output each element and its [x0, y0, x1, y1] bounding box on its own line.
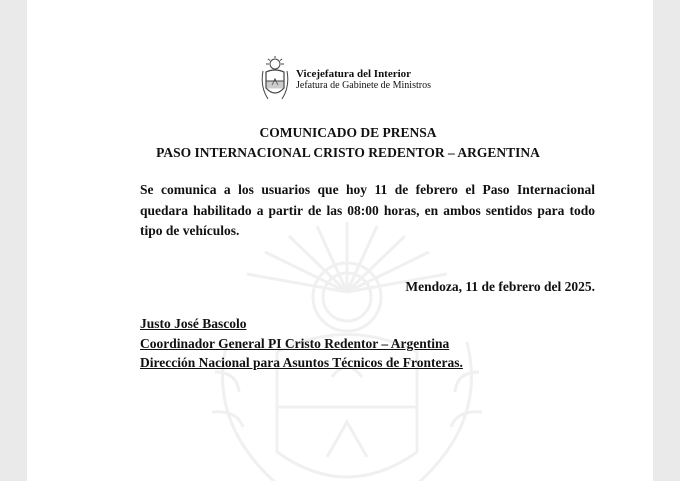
document-page	[27, 0, 653, 481]
coat-of-arms-icon	[260, 55, 290, 105]
letterhead-title: Vicejefatura del Interior	[296, 68, 412, 80]
signer-department: Dirección Nacional para Asuntos Técnicos de Fronteras.	[140, 355, 463, 370]
letterhead-subtitle: Jefatura de Gabinete de Ministros	[296, 80, 431, 91]
date-line: Mendoza, 11 de febrero del 2025.	[405, 279, 595, 294]
document-subtitle: PASO INTERNACIONAL CRISTO REDENTOR – ARGENTINA	[156, 145, 540, 160]
signer-role: Coordinador General PI Cristo Redentor – Argentina	[140, 335, 450, 351]
signer-name: Justo José Bascolo	[140, 316, 247, 331]
announcement-paragraph: Se comunica a los usuarios que hoy 11 de febrero el Paso Internacional quedara habilitado a partir de las 08:00 horas, en ambos sentidos para todo tipo de vehículos.	[140, 182, 595, 238]
document-title: COMUNICADO DE PRENSA	[259, 125, 437, 140]
letterhead	[260, 55, 431, 105]
signature-block	[140, 314, 463, 373]
